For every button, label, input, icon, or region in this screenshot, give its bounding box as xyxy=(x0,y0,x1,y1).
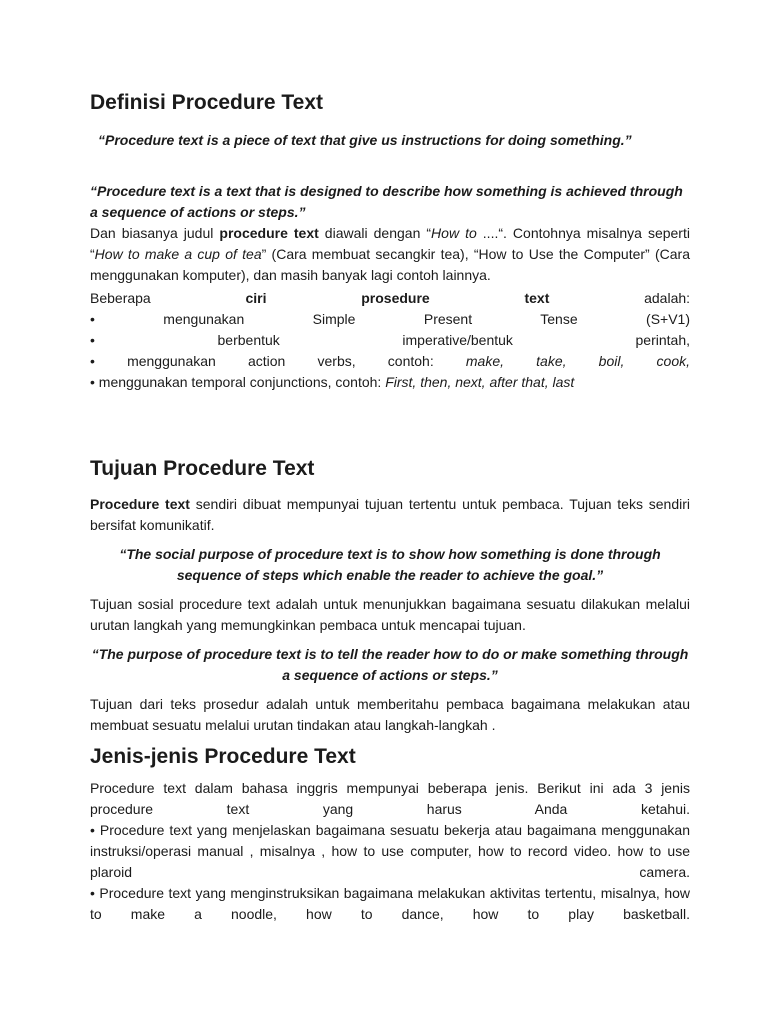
quote-purpose: “The purpose of procedure text is to tell the reader how to do or make something through a sequence of actions or steps.” xyxy=(91,646,689,683)
quote-definisi-intro: “Procedure text is a piece of text that give us instructions for doing something.” xyxy=(98,132,632,148)
section-tujuan xyxy=(90,456,690,736)
list-item: • Procedure text yang menginstruksikan bagaimana melakukan aktivitas tertentu, misalnya, how to make a noodle, how to dance, how to play basketball. xyxy=(90,885,690,922)
heading-definisi: Definisi Procedure Text xyxy=(90,91,324,114)
text-segment: How to make a cup of tea xyxy=(94,246,262,262)
text-segment: procedure text xyxy=(219,225,319,241)
paragraph-tujuan-1 xyxy=(90,494,690,536)
ciri-heading-line xyxy=(90,288,690,309)
text-segment: How to xyxy=(431,225,477,241)
text-segment xyxy=(430,290,525,306)
section-jenis xyxy=(90,744,690,925)
text-segment xyxy=(266,290,361,306)
text-segment: Beberapa xyxy=(90,290,246,306)
text-segment: ciri xyxy=(245,290,267,306)
text-segment: text xyxy=(524,290,550,306)
paragraph-definisi xyxy=(90,223,690,286)
text-segment: Procedure text xyxy=(90,496,190,512)
text-segment: Dan biasanya judul xyxy=(90,225,220,241)
heading-tujuan: Tujuan Procedure Text xyxy=(90,457,315,480)
section-definisi xyxy=(90,90,690,393)
list-item xyxy=(90,372,690,393)
quote-social-purpose: “The social purpose of procedure text is to show how something is done through sequence of steps which enable the reader to achieve the goal.” xyxy=(119,546,661,583)
text-segment: sendiri dibuat mempunyai tujuan tertentu untuk pembaca. Tujuan teks sendiri bersifat komunikatif. xyxy=(90,496,690,533)
paragraph-tujuan-3: Tujuan dari teks prosedur adalah untuk memberitahu pembaca bagaimana melakukan atau membuat sesuatu melalui urutan tindakan atau langkah-langkah . xyxy=(90,696,690,733)
text-segment: ” (Cara membuat secangkir tea), “How to Use the Computer” (Cara menggunakan komputer), dan masih banyak lagi contoh lainnya. xyxy=(90,246,690,283)
text-segment: ....“. Contohnya misalnya seperti “ xyxy=(90,225,690,262)
text-segment: First, then, next, after that, last xyxy=(385,374,575,390)
text-segment: prosedure xyxy=(361,290,430,306)
paragraph-jenis-intro: Procedure text dalam bahasa inggris mempunyai beberapa jenis. Berikut ini ada 3 jenis procedure text yang harus Anda ketahui. xyxy=(90,780,690,817)
text-segment: • menggunakan action verbs, contoh: xyxy=(90,353,466,369)
list-item xyxy=(90,351,690,372)
text-segment: • menggunakan temporal conjunctions, contoh: xyxy=(90,374,386,390)
text-segment: • berbentuk imperative/bentuk perintah, xyxy=(90,332,690,348)
text-segment: adalah: xyxy=(549,290,691,306)
list-item xyxy=(90,330,690,351)
list-item xyxy=(90,309,690,330)
text-segment: make, take, boil, cook, xyxy=(465,353,690,369)
text-segment: • mengunakan Simple Present Tense (S+V1) xyxy=(90,311,690,327)
heading-jenis: Jenis-jenis Procedure Text xyxy=(90,745,356,768)
quote-definisi-main: “Procedure text is a text that is designed to describe how something is achieved through a sequence of actions or steps.” xyxy=(90,183,683,220)
ciri-list xyxy=(90,288,690,393)
paragraph-tujuan-2: Tujuan sosial procedure text adalah untuk menunjukkan bagaimana sesuatu dilakukan melalui urutan langkah yang memungkinkan pembaca untuk mencapai tujuan. xyxy=(90,596,690,633)
list-item: • Procedure text yang menjelaskan bagaimana sesuatu bekerja atau bagaimana menggunakan instruksi/operasi manual , misalnya , how to use computer, how to record video. how to use plaroid camera. xyxy=(90,822,690,880)
text-segment: diawali dengan “ xyxy=(318,225,432,241)
